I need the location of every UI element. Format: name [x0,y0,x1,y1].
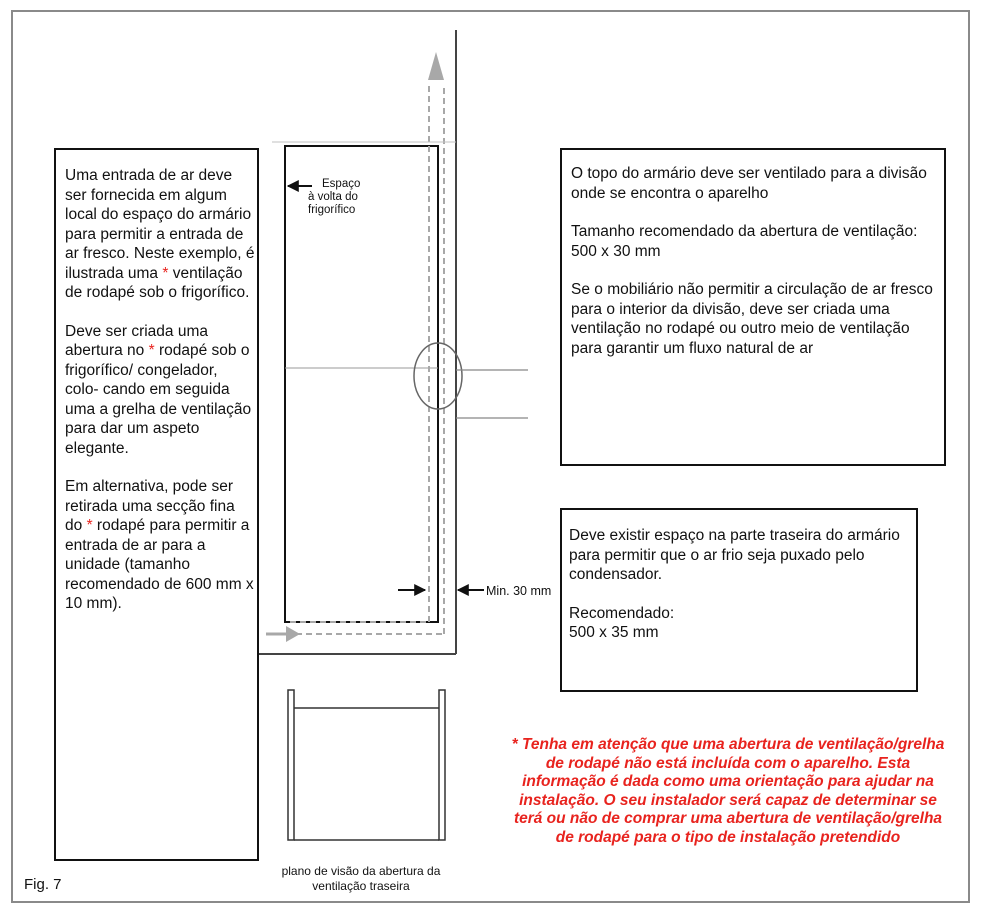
top-right-paragraph-2: Tamanho recomendado da abertura de ventilação: [571,223,918,240]
top-right-size: 500 x 30 mm [571,242,661,260]
bottom-right-info-box [560,508,918,692]
left-info-box [54,148,259,861]
space-label: Espaço à volta do frigorífico [308,178,361,216]
bottom-right-size: 500 x 35 mm [569,624,659,641]
airflow-inlet-arrow [286,626,300,642]
min-gap-label: Min. 30 mm [486,584,552,598]
plan-view-drawing [288,690,445,840]
asterisk-mark: * [162,264,169,282]
plan-view-caption: plano de visão da abertura da ventilação traseira [281,864,441,893]
airflow-up-arrow [428,52,444,80]
bottom-right-paragraph-1: Deve existir espaço na parte traseira do armário para permitir que o ar frio seja puxado pelo condensador. [569,527,900,583]
figure-label: Fig. 7 [24,876,62,893]
left-paragraph-3: Em alternativa, pode ser retirada uma secção fina do * rodapé para permitir a entrada de ar para a unidade (tamanho recomendado de 600 mm x 10 mm). [65,478,254,612]
bottom-right-paragraph-2: Recomendado: [569,604,675,622]
top-right-paragraph-1: O topo do armário deve ser ventilado para a divisão onde se encontra o aparelho [571,165,927,202]
top-right-paragraph-3: Se o mobiliário não permitir a circulação de ar fresco para o interior da divisão, deve ser criada uma ventilação no rodapé ou outro meio de ventilação para garantir um fluxo natural de ar [571,281,933,357]
airflow-path [272,86,456,634]
asterisk-mark: * [86,517,93,534]
left-paragraph-1: Uma entrada de ar deve ser fornecida em algum local do espaço do armário para permitir a entrada de ar fresco. Neste exemplo, é ilustrada uma * ventilação de rodapé sob o frigorífico. [65,167,255,301]
asterisk-mark: * [148,342,155,359]
top-right-info-box [560,148,946,466]
red-warning-note: * Tenha em atenção que uma abertura de ventilação/grelha de rodapé não está incluída com o aparelho. Esta informação é dada como uma orientação para ajudar na instalação. O seu instalador será capaz de determinar se terá ou não de comprar uma abertura de ventilação/grelha de rodapé para o tipo de instalação pretendido [511,736,945,846]
left-paragraph-2: Deve ser criada uma abertura no * rodapé sob o frigorífico/ congelador, colo- cando em seguida uma a grelha de ventilação para dar um aspeto elegante. [65,322,252,457]
